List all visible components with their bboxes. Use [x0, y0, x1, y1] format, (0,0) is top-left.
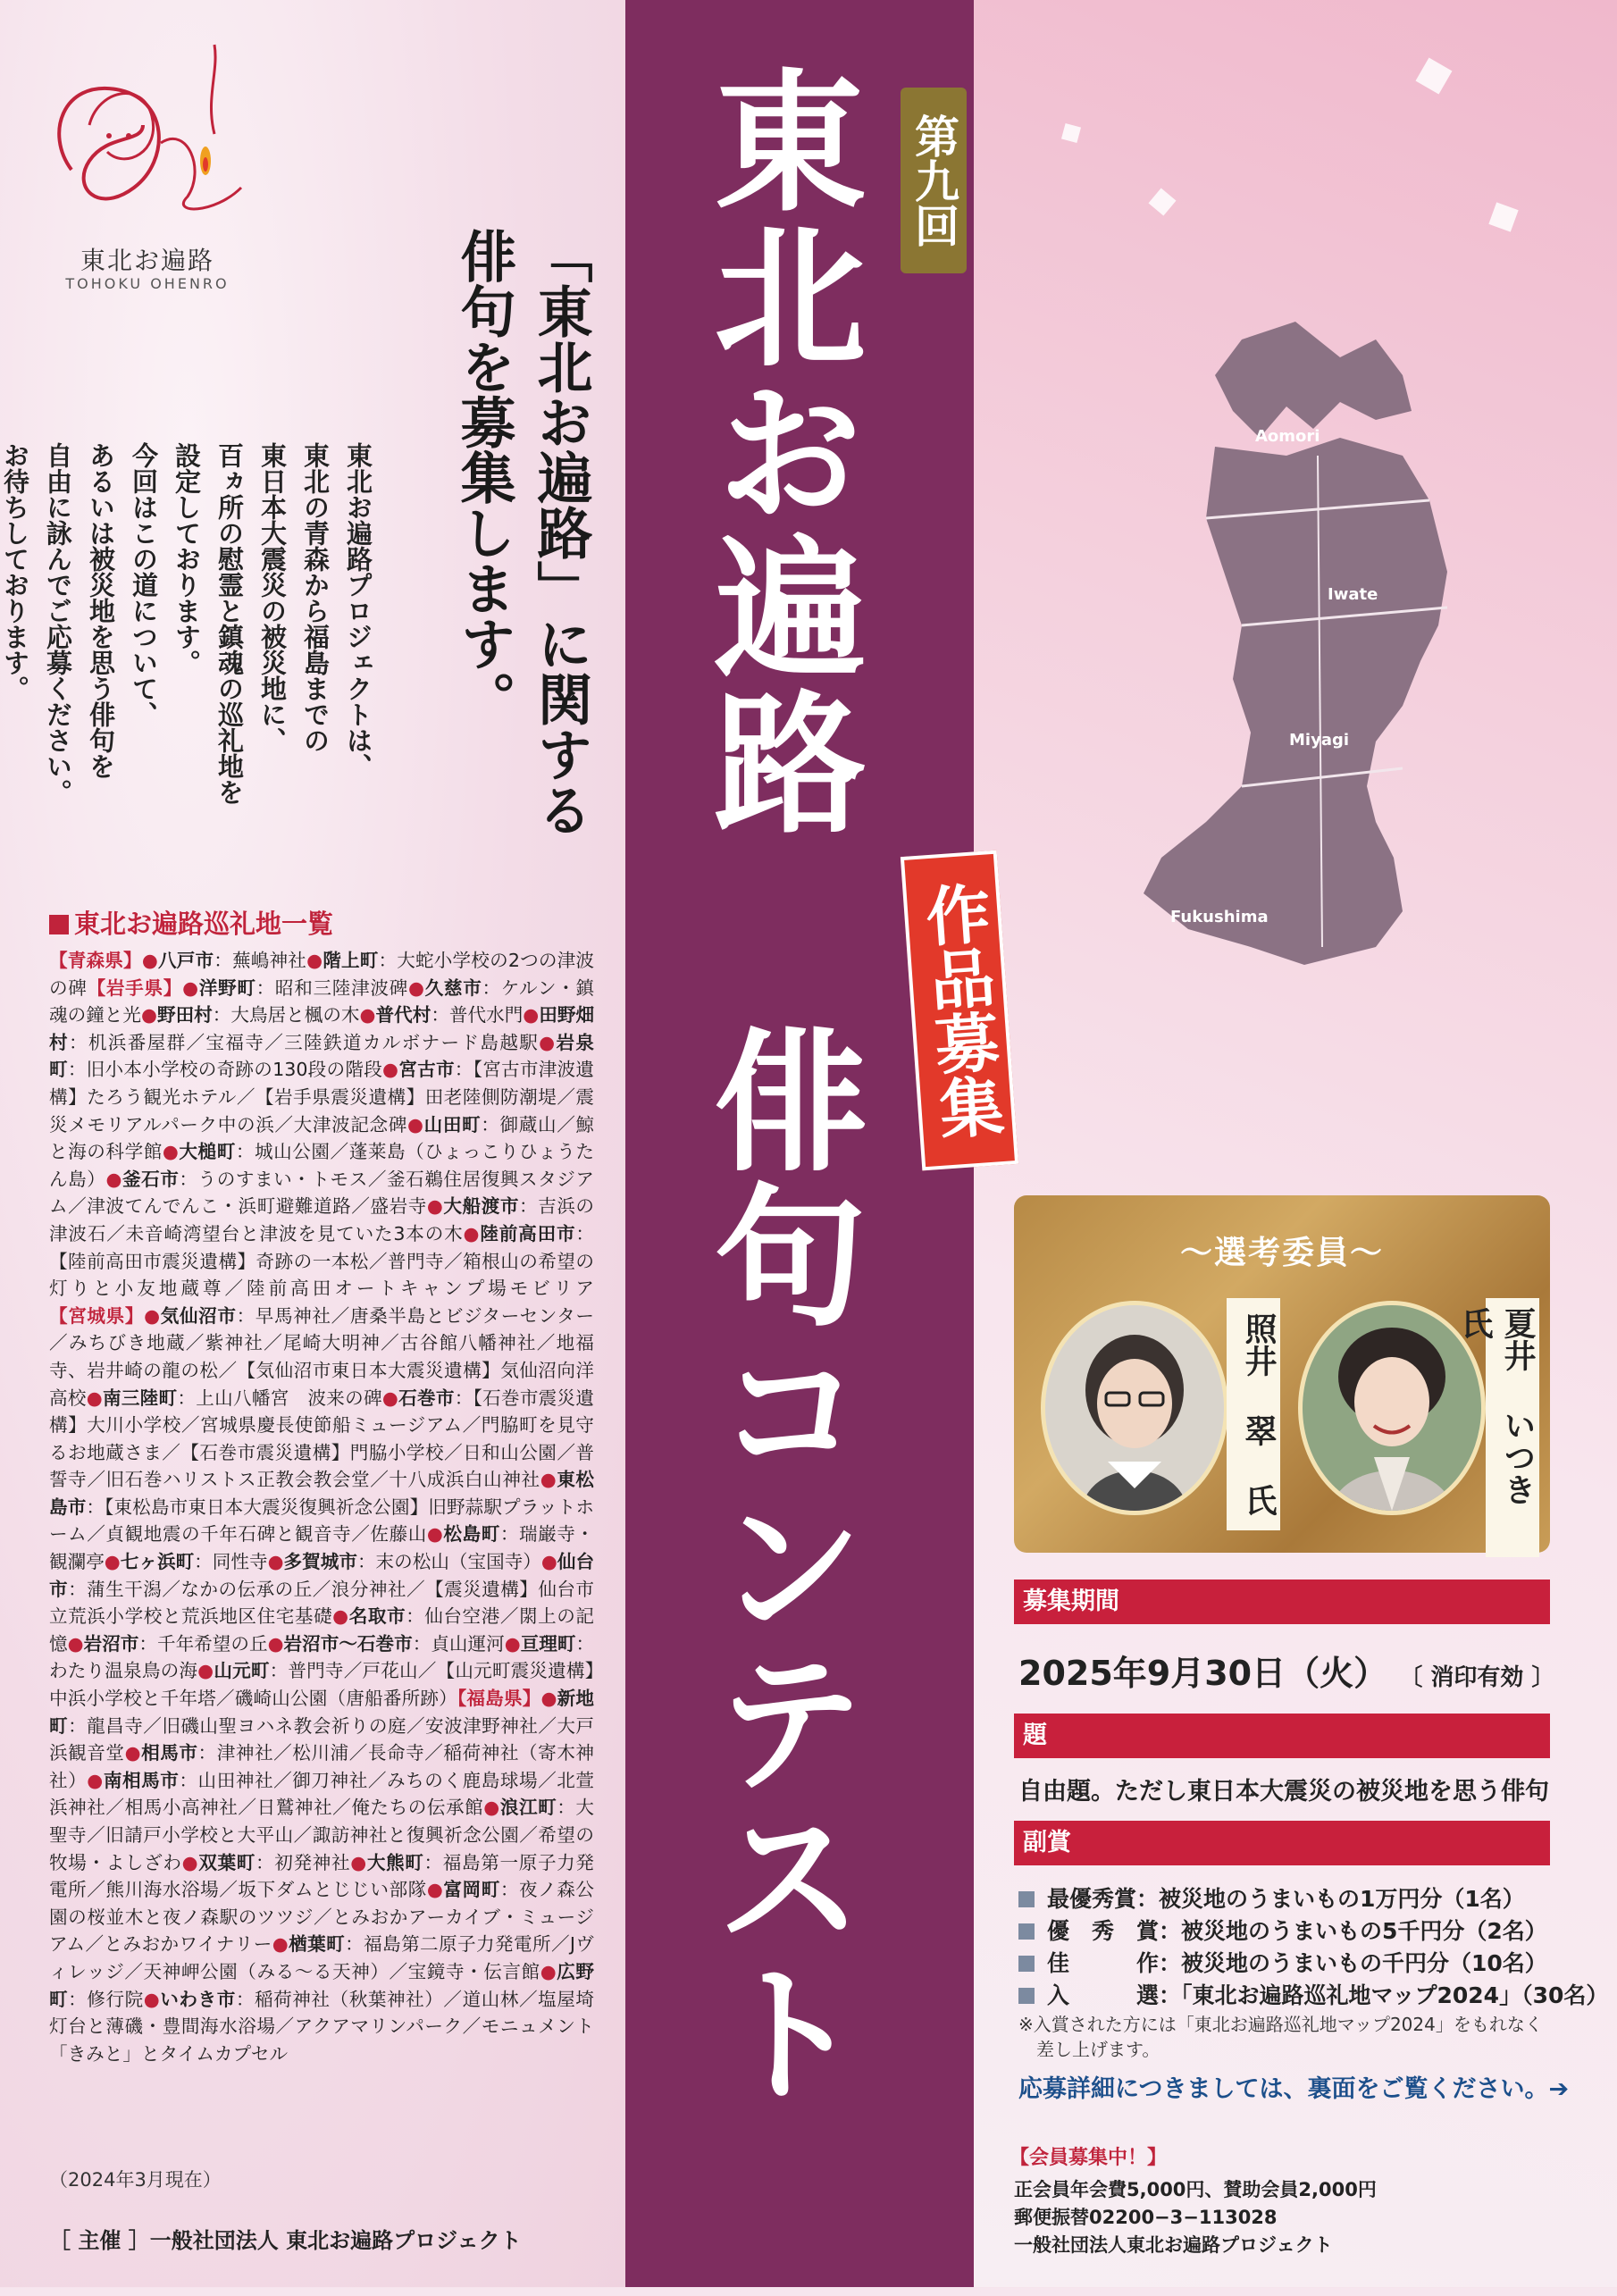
logo-en: TOHOKU OHENRO: [65, 275, 230, 292]
municipality-label: 亘理町: [520, 1632, 576, 1655]
square-icon: [1018, 1891, 1035, 1907]
member-recruit-heading: 【会員募集中！】: [1010, 2147, 1168, 2169]
municipality-label: 広野町: [49, 1960, 594, 2010]
municipality-label: 野田村: [156, 1004, 213, 1026]
person-icon: [1045, 1305, 1224, 1511]
site-names: ：大聖寺／旧請戸小学校と大平山／諏訪神社と復興祈念公園／希望の牧場・よしざわ: [49, 1797, 595, 1873]
edition-badge: 第九回: [901, 88, 967, 273]
judge2-name: 夏井 いつき 氏: [1486, 1298, 1539, 1557]
prefecture-label: 【宮城県】: [49, 1304, 145, 1327]
bullet-dot-icon: ●: [523, 1004, 540, 1026]
bullet-dot-icon: ●: [540, 1688, 557, 1710]
bullet-dot-icon: ●: [162, 1141, 180, 1163]
site-names: ：津神社／松川浦／長命寺／稲荷神社（寄木神社）: [49, 1742, 595, 1791]
prize-item: 入 選：「東北お遍路巡礼地マップ2024」（30名）: [1018, 1978, 1608, 2010]
municipality-label: 相馬市: [141, 1742, 198, 1764]
judge1-portrait: [1041, 1301, 1228, 1515]
municipality-label: 七ヶ浜町: [120, 1551, 195, 1573]
site-names: ：稲荷神社（秋葉神社）／道山林／塩屋埼灯台と薄磯・豊間海水浴場／アクアマリンパーク／モニュメント「きみと」とタイムカプセル: [49, 1988, 595, 2065]
prize-item: 佳 作：被災地のうまいもの千円分（10名）: [1018, 1946, 1547, 1978]
bullet-dot-icon: ●: [382, 1059, 399, 1081]
municipality-label: 楢葉町: [289, 1933, 346, 1956]
site-names: ：昭和三陸津波碑: [256, 976, 408, 999]
bullet-dot-icon: ●: [87, 1769, 104, 1791]
prize-item: 最優秀賞：被災地のうまいもの1万円分（1名）: [1018, 1881, 1525, 1914]
municipality-label: 大槌町: [179, 1141, 236, 1163]
judges-title: ～選考委員～: [1179, 1235, 1384, 1271]
site-names: ：蕪嶋神社: [214, 950, 307, 971]
municipality-label: 山田町: [423, 1113, 482, 1135]
municipality-label: 大船渡市: [443, 1195, 519, 1218]
municipality-label: 仙台市: [49, 1551, 595, 1600]
municipality-label: 大熊町: [366, 1851, 424, 1873]
bullet-dot-icon: ●: [140, 1004, 157, 1026]
bullet-dot-icon: ●: [197, 1660, 214, 1682]
bullet-dot-icon: ●: [67, 1632, 84, 1655]
judges-panel: [1014, 1195, 1550, 1553]
period-label: 募集期間: [1014, 1580, 1550, 1624]
bullet-dot-icon: ●: [141, 950, 158, 971]
site-names: ：大鳥居と楓の木: [212, 1004, 360, 1026]
site-names: ：蒲生干潟／なかの伝承の丘／浪分神社／【震災遺構】仙台市立荒浜小学校と荒浜地区住宅基礎: [49, 1578, 595, 1628]
prize-note: ※入賞された方には「東北お遍路巡礼地マップ2024」をもれなく 差し上げます。: [1018, 2014, 1543, 2060]
prefecture-label: 【岩手県】: [87, 976, 183, 999]
municipality-label: 八戸市: [157, 950, 214, 971]
organizer: ［ 主催 ］一般社団法人 東北お遍路プロジェクト: [49, 2228, 522, 2253]
site-names: ：早馬神社／唐桑半島とビジターセンター／みちびき地蔵／紫神社／尾崎大明神／古谷館八幡神社／地福寺、岩井崎の龍の松／【気仙沼市東日本大震災遺構】気仙沼向洋高校: [49, 1304, 594, 1409]
bullet-dot-icon: ●: [463, 1222, 481, 1244]
bullet-dot-icon: ●: [86, 1387, 103, 1409]
prizes-label: 副賞: [1014, 1821, 1550, 1865]
bullet-dot-icon: ●: [540, 1551, 557, 1573]
site-names: ：【宮古市津波遺構】たろう観光ホテル／【岩手県震災遺構】田老陸側防潮堤／震災メモリアルパーク中の浜／大津波記念碑: [49, 1059, 594, 1135]
municipality-label: 岩泉町: [49, 1031, 595, 1081]
deadline: [1018, 1646, 1554, 1695]
deadline-date: 2025年9月30日（火）: [1018, 1654, 1388, 1693]
municipality-label: 名取市: [348, 1605, 406, 1628]
site-names: ：初発神社: [256, 1851, 351, 1873]
site-names: ：末の松山（宝国寺）: [356, 1551, 541, 1573]
bullet-dot-icon: ●: [143, 1988, 161, 2010]
square-icon: [1018, 1956, 1035, 1972]
bullet-dot-icon: ●: [267, 1632, 284, 1655]
municipality-label: 岩沼市: [83, 1632, 139, 1655]
site-list: [49, 947, 594, 2067]
site-names: ：【東松島市東日本大震災復興祈念公園】旧野蒜駅プラットホーム／貞観地震の千年石碑と観音寺／佐藤山: [49, 1496, 594, 1546]
main-title: 東北お遍路 俳句コンテスト: [688, 63, 867, 2110]
site-names: ：福島第二原子力発電所／Jヴィレッジ／天神岬公園（みる～る天神）／宝鏡寺・伝言館: [49, 1933, 594, 1982]
site-list-date: （2024年3月現在）: [49, 2169, 222, 2191]
ohenro-logo-icon: [36, 36, 259, 241]
site-names: ：ケルン・鎮魂の鐘と光: [49, 976, 595, 1026]
tohoku-map: [1108, 322, 1501, 1001]
site-names: ：龍昌寺／旧磯山聖ヨハネ教会祈りの庭／安波津野神社／大戸浜観音堂: [49, 1714, 595, 1764]
bullet-dot-icon: ●: [267, 1551, 284, 1573]
municipality-label: 洋野町: [198, 976, 256, 999]
site-names: ：千年希望の丘: [138, 1632, 268, 1655]
bullet-dot-icon: ●: [124, 1742, 142, 1764]
bullet-dot-icon: ●: [504, 1632, 521, 1655]
municipality-label: 普代村: [375, 1004, 431, 1026]
municipality-label: いわき市: [160, 1988, 236, 2010]
site-names: ：城山公園／蓬莱島（ひょっこりひょうたん島）: [49, 1141, 595, 1190]
call-for-entries-badge: 作品募集: [901, 851, 1018, 1171]
municipality-label: 気仙沼市: [160, 1304, 237, 1327]
site-names: ：【石巻市震災遺構】大川小学校／宮城県慶長使節船ミュージアム／門脇町を見守るお地蔵さま／【石巻市震災遺構】門脇小学校／日和山公園／普誓寺／旧石巻ハリストス正教会教会堂／十八成浜白山神社: [49, 1387, 594, 1491]
municipality-label: 陸前高田市: [480, 1222, 576, 1244]
municipality-label: 田野畑村: [49, 1004, 595, 1053]
municipality-label: 松島町: [443, 1523, 500, 1546]
site-names: ：福島第一原子力発電所／熊川海水浴場／坂下ダムとじじい部隊: [49, 1851, 595, 1901]
bullet-dot-icon: ●: [381, 1387, 399, 1409]
site-names: ：普代水門: [431, 1004, 524, 1026]
site-names: ：瑞巌寺・観瀾亭: [49, 1523, 595, 1573]
theme-label: 題: [1014, 1714, 1550, 1758]
bullet-dot-icon: ●: [105, 1168, 122, 1190]
municipality-label: 岩沼市～石巻市: [283, 1632, 413, 1655]
site-names: ：夜ノ森公園の桜並木と夜ノ森駅のツツジ／とみおかアーカイブ・ミュージアム／とみおかワイナリー: [49, 1879, 595, 1956]
site-names: ：吉浜の津波石／未音崎湾望台と津波を見ていた3本の木: [49, 1195, 595, 1244]
municipality-label: 新地町: [49, 1688, 595, 1737]
bullet-dot-icon: ●: [332, 1605, 349, 1628]
site-names: ：普門寺／戸花山／【山元町震災遺構】中浜小学校と千年塔／磯崎山公園（唐船番所跡）: [49, 1660, 594, 1710]
bullet-dot-icon: ●: [306, 950, 323, 971]
bullet-dot-icon: ●: [182, 976, 199, 999]
site-names: ：仙台空港／閖上の記憶: [49, 1605, 595, 1655]
theme-text: 自由題。ただし東日本大震災の被災地を思う俳句: [1018, 1778, 1549, 1806]
municipality-label: 南三陸町: [102, 1387, 178, 1409]
municipality-label: 久慈市: [424, 976, 482, 999]
site-names: ：大蛇小学校の2つの津波の碑: [49, 950, 594, 999]
logo: [36, 36, 259, 292]
square-icon: [1018, 1923, 1035, 1940]
municipality-label: 双葉町: [198, 1851, 256, 1873]
municipality-label: 浪江町: [499, 1797, 557, 1819]
bullet-dot-icon: ●: [104, 1551, 121, 1573]
site-list-heading: 東北お遍路巡礼地一覧: [49, 904, 333, 941]
municipality-label: 石巻市: [398, 1387, 455, 1409]
municipality-label: 南相馬市: [103, 1769, 180, 1791]
prize-item: 優 秀 賞：被災地のうまいもの5千円分（2名）: [1018, 1914, 1547, 1946]
site-names: ：修行院: [68, 1988, 144, 2010]
map-label-iwate: Iwate: [1328, 585, 1378, 604]
municipality-label: 東松島市: [49, 1469, 594, 1518]
site-names: ：山田神社／御刀神社／みちのく鹿島球場／北萱浜神社／相馬小高神社／日鷲神社／俺たちの伝承館: [49, 1769, 595, 1819]
municipality-label: 階上町: [323, 950, 379, 971]
bullet-dot-icon: ●: [181, 1851, 199, 1873]
bullet-dot-icon: ●: [540, 1469, 557, 1491]
apply-detail: 応募詳細につきましては、裏面をご覧ください。➔: [1018, 2075, 1570, 2103]
intro-text: 東北お遍路プロジェクトは、 東北の青森から福島までの 東日本大震災の被災地に、 百ヵ所の慰霊と鎮魂の巡礼地を 設定しております。 今回はこの道について、 あるいは被災地を思う俳句を 自由に詠んでご応募ください。 お待ちしております。: [0, 442, 373, 805]
bullet-dot-icon: ●: [407, 976, 425, 999]
bullet-dot-icon: ●: [426, 1195, 444, 1218]
map-label-aomori: Aomori: [1255, 427, 1320, 446]
bullet-dot-icon: ●: [426, 1523, 444, 1546]
bullet-dot-icon: ●: [272, 1933, 289, 1956]
prefecture-label: 【青森県】: [49, 950, 142, 971]
site-names: ：上山八幡宮 波来の碑: [177, 1387, 382, 1409]
municipality-label: 多賀城市: [283, 1551, 357, 1573]
headline: 「東北お遍路」に関する 俳句を募集します。: [451, 228, 593, 837]
member-info: 正会員年会費5,000円、賛助会員2,000円 郵便振替02200−3−113028 一般社団法人東北お遍路プロジェクト: [1014, 2179, 1377, 2256]
site-names: ：机浜番屋群／宝福寺／三陸鉄道カルボナード島越駅: [68, 1031, 540, 1053]
site-names: ：貞山運河: [412, 1632, 505, 1655]
bullet-dot-icon: ●: [359, 1004, 376, 1026]
bullet-dot-icon: ●: [407, 1113, 424, 1135]
bullet-dot-icon: ●: [350, 1851, 367, 1873]
municipality-label: 宮古市: [398, 1059, 455, 1081]
municipality-label: 山元町: [214, 1660, 270, 1682]
bullet-dot-icon: ●: [539, 1031, 557, 1053]
bullet-dot-icon: ●: [144, 1304, 161, 1327]
map-label-miyagi: Miyagi: [1289, 731, 1350, 750]
municipality-label: 富岡町: [443, 1879, 500, 1901]
bullet-dot-icon: ●: [483, 1797, 500, 1819]
map-label-fukushima: Fukushima: [1170, 908, 1269, 926]
site-names: ：【陸前高田市震災遺構】奇跡の一本松／普門寺／箱根山の希望の灯りと小友地蔵尊／陸前高田オートキャンプ場モビリア: [49, 1222, 594, 1300]
deadline-note: 〔 消印有効 〕: [1399, 1664, 1555, 1691]
site-names: ：御蔵山／鯨と海の科学館: [49, 1113, 595, 1163]
logo-name: 東北お遍路: [80, 246, 214, 275]
site-names: ：うのすまい・トモス／釜石鵜住居復興スタジアム／津波てんでんこ・浜町避難道路／盛岩寺: [49, 1168, 595, 1218]
municipality-label: 釜石市: [121, 1168, 180, 1190]
site-names: ：わたり温泉鳥の海: [49, 1632, 595, 1682]
square-icon: [49, 915, 69, 934]
bullet-dot-icon: ●: [540, 1960, 557, 1982]
site-names: ：同性寺: [194, 1551, 268, 1573]
square-icon: [1018, 1988, 1035, 2004]
bullet-dot-icon: ●: [426, 1879, 444, 1901]
judge1-name: 照井 翠 氏: [1227, 1298, 1280, 1530]
prefecture-label: 【福島県】: [457, 1688, 541, 1710]
site-names: ：旧小本小学校の奇跡の130段の階段: [67, 1059, 383, 1081]
